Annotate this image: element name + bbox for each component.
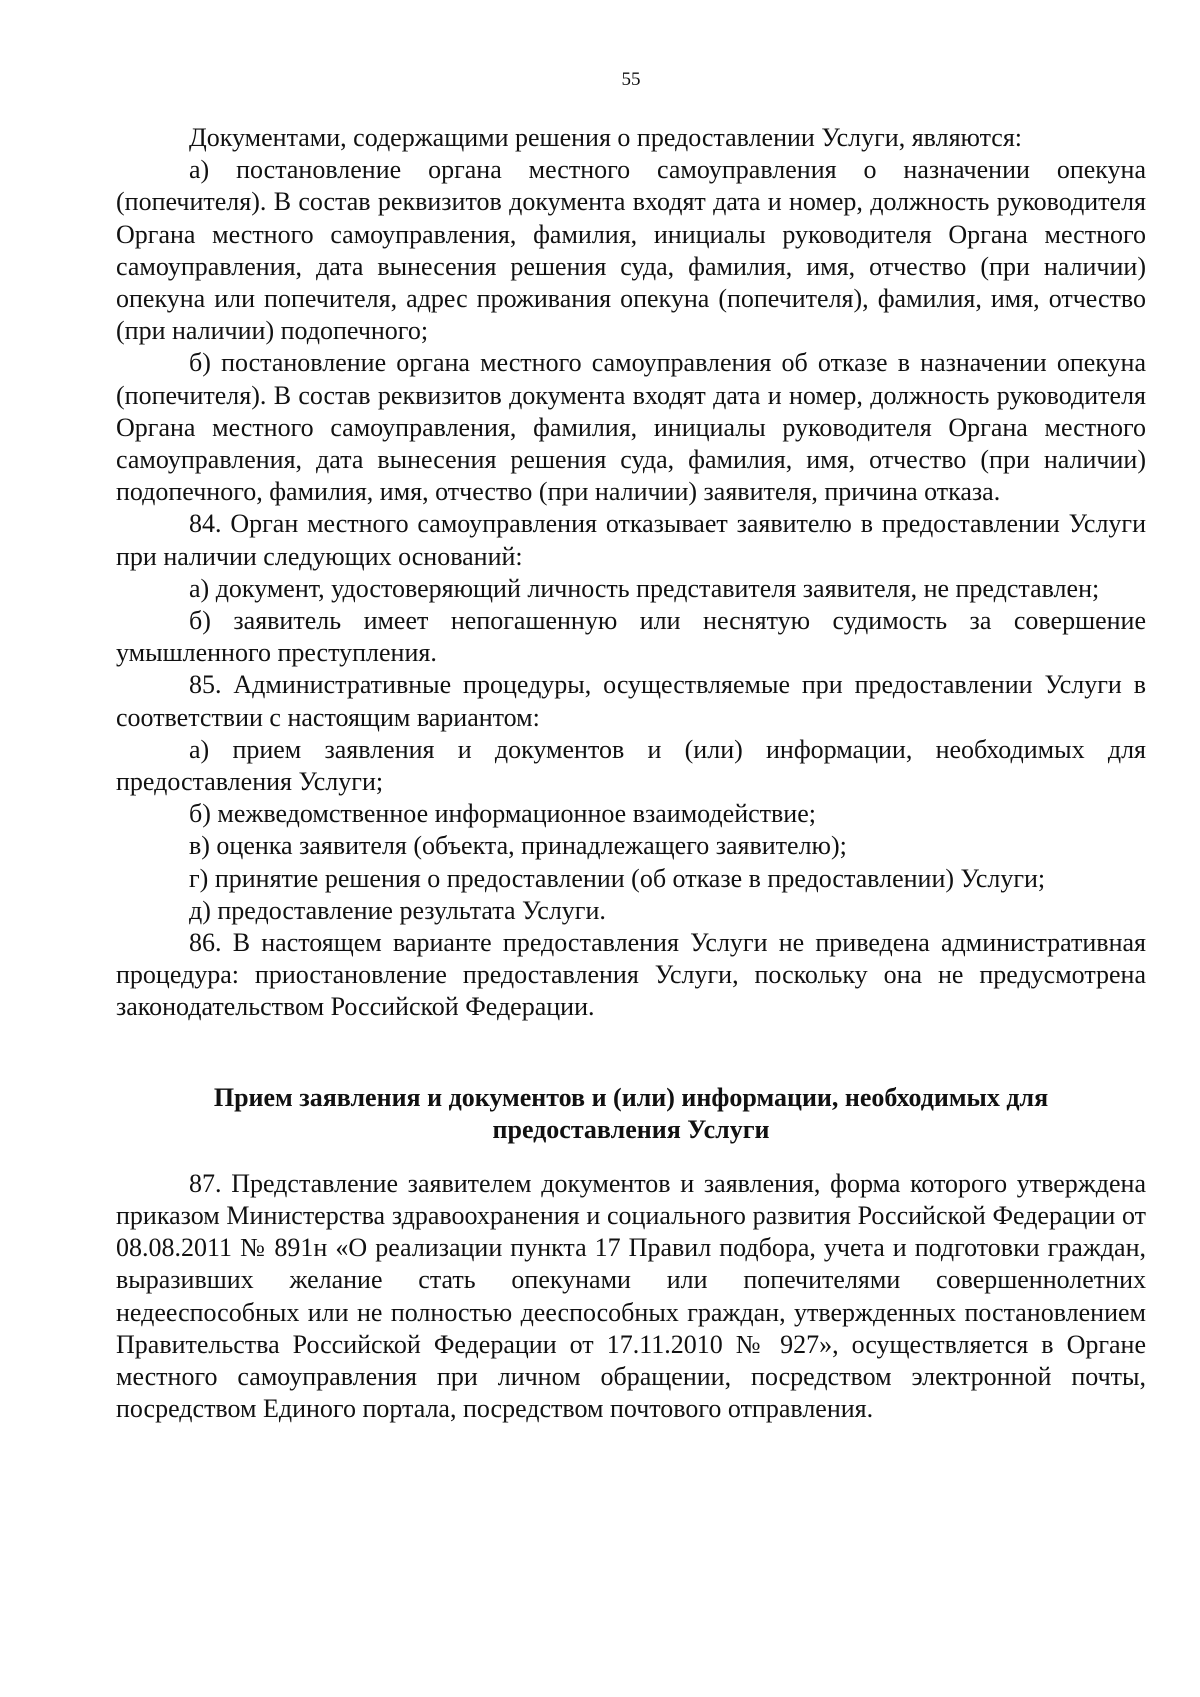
paragraph-85-item-g: г) принятие решения о предоставлении (об отказе в предоставлении) Услуги; (189, 863, 1046, 893)
page-number: 55 (621, 69, 641, 90)
paragraph-87: 87. Представление заявителем документов и заявления, форма которого утверждена приказом Министерства здравоохранения и социального развития Российской Федерации от 08.08.2011 № 891н «О реализации пункта 17 Правил подбора, учета и подготовки граждан, выразивших желание стать опекунами или попечителями совершеннолетних недееспособных или не полностью дееспособных граждан, утвержденных постановлением Правительства Российской Федерации от 17.11.2010 № 927», осуществляется в Органе местного самоуправления при личном обращении, посредством электронной почты, посредством Единого портала, посредством почтового отправления. (116, 1168, 1146, 1424)
document-body (116, 122, 1146, 1425)
paragraph-intro: Документами, содержащими решения о предоставлении Услуги, являются: (189, 123, 1023, 152)
paragraph-86: 86. В настоящем варианте предоставления Услуги не приведена административная процедура: приостановление предоставления Услуги, поскольку она не предусмотрена законодательством Российской Федерации. (116, 928, 1146, 1022)
section-heading-line-1: Прием заявления и документов и (или) информации, необходимых для (213, 1082, 1049, 1112)
paragraph-85-item-a: а) прием заявления и документов и (или) информации, необходимых для предоставления Услуги; (116, 734, 1146, 797)
paragraph-84: 84. Орган местного самоуправления отказывает заявителю в предоставлении Услуги при наличии следующих оснований: (116, 509, 1146, 571)
paragraph-85-item-b: б) межведомственное информационное взаимодействие; (189, 799, 816, 829)
section-heading-line-2: предоставления Услуги (492, 1114, 770, 1144)
paragraph-85: 85. Административные процедуры, осуществляемые при предоставлении Услуги в соответствии с настоящим вариантом: (116, 670, 1146, 732)
section-heading (116, 1082, 1146, 1146)
paragraph-item-a-appointment: а) постановление органа местного самоуправления о назначении опекуна (попечителя). В состав реквизитов документа входят дата и номер, должность руководителя Органа местного самоуправления, фамилия, инициалы руководителя Органа местного самоуправления, дата вынесения решения суда, фамилия, имя, отчество (при наличии) опекуна или попечителя, адрес проживания опекуна (попечителя), фамилия, имя, отчество (при наличии) подопечного; (116, 155, 1146, 346)
paragraph-84-item-a: а) документ, удостоверяющий личность представителя заявителя, не представлен; (189, 573, 1100, 603)
paragraph-item-b-refusal: б) постановление органа местного самоуправления об отказе в назначении опекуна (попечителя). В состав реквизитов документа входят дата и номер, должность руководителя Органа местного самоуправления, фамилия, инициалы руководителя Органа местного самоуправления, дата вынесения решения суда, фамилия, имя, отчество (при наличии) подопечного, фамилия, имя, отчество (при наличии) заявителя, причина отказа. (116, 348, 1146, 507)
paragraph-84-item-b: б) заявитель имеет непогашенную или неснятую судимость за совершение умышленного преступления. (116, 606, 1146, 668)
paragraph-85-item-d: д) предоставление результата Услуги. (189, 895, 606, 925)
paragraph-85-item-v: в) оценка заявителя (объекта, принадлежащего заявителю); (189, 831, 847, 861)
